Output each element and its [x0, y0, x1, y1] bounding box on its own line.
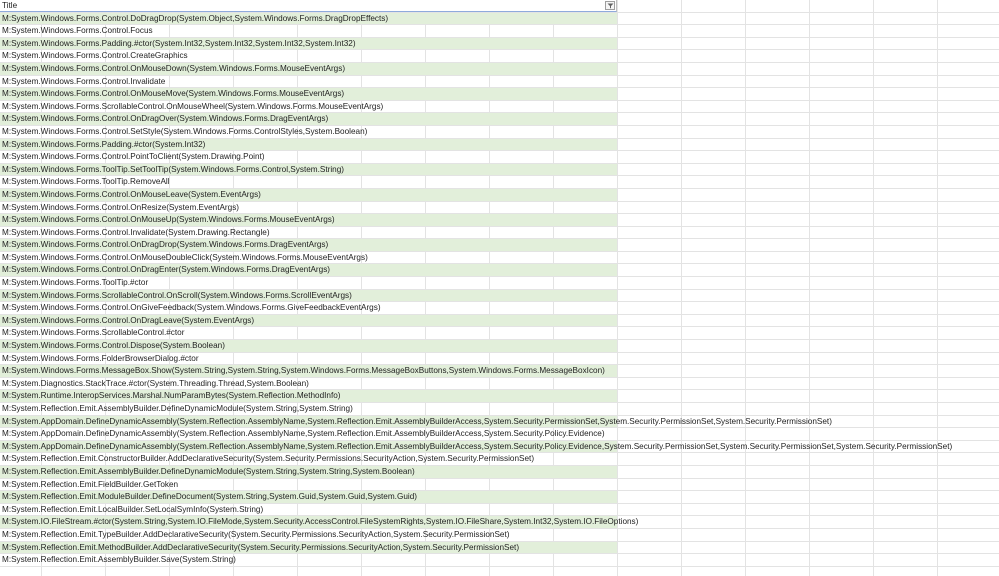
table-cell[interactable]: M:System.Diagnostics.StackTrace.#ctor(System.Threading.Thread,System.Boolean) — [2, 378, 309, 388]
table-cell[interactable]: M:System.Reflection.Emit.AssemblyBuilder.DefineDynamicModule(System.String,System.String) — [2, 404, 353, 413]
table-row — [0, 139, 999, 152]
table-cell[interactable]: M:System.Windows.Forms.ToolTip.RemoveAll — [2, 177, 170, 187]
table-cell[interactable]: M:System.Windows.Forms.Control.OnDragEnter(System.Windows.Forms.DragEventArgs) — [0, 264, 617, 276]
table-cell[interactable]: M:System.Windows.Forms.Padding.#ctor(System.Int32) — [0, 139, 617, 151]
table-row — [0, 38, 999, 51]
table-row — [0, 290, 999, 303]
table-cell[interactable]: M:System.Reflection.Emit.TypeBuilder.AddDeclarativeSecurity(System.Security.Permissions.SecurityAction,System.Security.PermissionSet) — [2, 529, 510, 539]
table-cell[interactable]: M:System.Windows.Forms.ScrollableControl.#ctor — [2, 328, 185, 338]
table-row — [0, 63, 999, 76]
table-row — [0, 126, 999, 139]
table-row — [0, 315, 999, 328]
table-row — [0, 353, 999, 366]
table-row — [0, 76, 999, 89]
table-row — [0, 327, 999, 340]
table-row — [0, 403, 999, 416]
table-row — [0, 302, 999, 315]
table-cell[interactable]: M:System.AppDomain.DefineDynamicAssembly(System.Reflection.AssemblyName,System.Reflection.Emit.AssemblyBuilderAccess,System.Security.PermissionSet,System.Security.PermissionSet,System.Security.PermissionSet) — [2, 416, 832, 426]
table-cell[interactable]: M:System.Windows.Forms.Control.Dispose(System.Boolean) — [0, 340, 617, 352]
table-row — [0, 25, 999, 38]
table-cell[interactable]: M:System.Windows.Forms.Control.OnMouseDown(System.Windows.Forms.MouseEventArgs) — [0, 63, 617, 75]
table-cell[interactable]: M:System.Windows.Forms.Padding.#ctor(System.Int32,System.Int32,System.Int32,System.Int32) — [0, 38, 617, 50]
table-row — [0, 252, 999, 265]
table-row — [0, 479, 999, 492]
table-cell[interactable]: M:System.Windows.Forms.Control.DoDragDrop(System.Object,System.Windows.Forms.DragDropEffects) — [0, 13, 617, 25]
table-cell[interactable]: M:System.Windows.Forms.Control.OnGiveFeedback(System.Windows.Forms.GiveFeedbackEventArgs) — [2, 303, 381, 313]
table-row — [0, 365, 999, 378]
table-row — [0, 227, 999, 240]
table-cell[interactable]: M:System.AppDomain.DefineDynamicAssembly(System.Reflection.AssemblyName,System.Reflection.Emit.AssemblyBuilderAccess,System.Security.Policy.Evidence,System.Security.PermissionSet,System.Security.PermissionSet,System.Security.PermissionSet) — [2, 441, 953, 451]
table-row — [0, 340, 999, 353]
table-cell[interactable]: M:System.Windows.Forms.MessageBox.Show(System.String,System.String,System.Windows.Forms.MessageBoxButtons,System.Windows.Forms.MessageBoxIcon) — [0, 365, 617, 377]
table-cell[interactable]: M:System.Windows.Forms.Control.PointToClient(System.Drawing.Point) — [2, 152, 265, 162]
column-header-title[interactable] — [0, 0, 617, 12]
table-row — [0, 491, 999, 504]
table-row — [0, 151, 999, 164]
table-row — [0, 504, 999, 517]
column-header-label: Title — [2, 1, 18, 10]
table-row — [0, 542, 999, 555]
table-row — [0, 428, 999, 441]
table-cell[interactable]: M:System.Windows.Forms.ScrollableControl.OnScroll(System.Windows.Forms.ScrollEventArgs) — [0, 290, 617, 302]
header-row — [0, 0, 999, 13]
table-cell[interactable]: M:System.Windows.Forms.Control.OnResize(System.EventArgs) — [2, 202, 240, 212]
table-row — [0, 176, 999, 189]
table-cell[interactable]: M:System.Windows.Forms.FolderBrowserDialog.#ctor — [2, 353, 199, 363]
table-row — [0, 466, 999, 479]
table-cell[interactable]: M:System.Windows.Forms.Control.Focus — [2, 26, 153, 36]
table-row — [0, 13, 999, 26]
table-cell[interactable]: M:System.Windows.Forms.Control.OnDragOver(System.Windows.Forms.DragEventArgs) — [0, 113, 617, 125]
table-row — [0, 516, 999, 529]
filter-icon — [607, 3, 614, 9]
table-cell[interactable]: M:System.Reflection.Emit.LocalBuilder.SetLocalSymInfo(System.String) — [2, 504, 264, 514]
table-row — [0, 113, 999, 126]
table-row — [0, 378, 999, 391]
table-cell[interactable]: M:System.AppDomain.DefineDynamicAssembly(System.Reflection.AssemblyName,System.Reflection.Emit.AssemblyBuilderAccess,System.Security.Policy.Evidence) — [2, 429, 605, 439]
table-row — [0, 101, 999, 114]
table-cell[interactable]: M:System.Windows.Forms.Control.CreateGraphics — [2, 51, 188, 61]
table-cell[interactable]: M:System.Reflection.Emit.ModuleBuilder.DefineDocument(System.String,System.Guid,System.Guid,System.Guid) — [0, 491, 617, 503]
table-cell[interactable]: M:System.Reflection.Emit.MethodBuilder.AddDeclarativeSecurity(System.Security.Permissions.SecurityAction,System.Security.PermissionSet) — [0, 542, 617, 554]
table-row — [0, 416, 999, 429]
table-cell[interactable]: M:System.Windows.Forms.Control.OnMouseUp(System.Windows.Forms.MouseEventArgs) — [0, 214, 617, 226]
table-cell[interactable]: M:System.Runtime.InteropServices.Marshal.NumParamBytes(System.Reflection.MethodInfo) — [0, 390, 617, 402]
table-row — [0, 529, 999, 542]
table-row — [0, 264, 999, 277]
table-row — [0, 50, 999, 63]
table-cell[interactable]: M:System.Windows.Forms.Control.OnDragDrop(System.Windows.Forms.DragEventArgs) — [0, 239, 617, 251]
data-rows — [0, 13, 999, 567]
table-row — [0, 239, 999, 252]
table-row — [0, 214, 999, 227]
table-row — [0, 441, 999, 454]
table-cell[interactable]: M:System.Reflection.Emit.AssemblyBuilder.DefineDynamicModule(System.String,System.String,System.Boolean) — [0, 466, 617, 478]
table-row — [0, 189, 999, 202]
table-cell[interactable]: M:System.Windows.Forms.Control.OnMouseMove(System.Windows.Forms.MouseEventArgs) — [0, 88, 617, 100]
table-cell[interactable]: M:System.Windows.Forms.Control.OnMouseDoubleClick(System.Windows.Forms.MouseEventArgs) — [2, 252, 368, 262]
table-row — [0, 390, 999, 403]
table-cell[interactable]: M:System.Windows.Forms.Control.SetStyle(System.Windows.Forms.ControlStyles,System.Boolean) — [2, 126, 368, 136]
table-cell[interactable]: M:System.Reflection.Emit.AssemblyBuilder.Save(System.String) — [2, 555, 236, 565]
table-row — [0, 554, 999, 567]
filter-dropdown-button[interactable] — [605, 1, 615, 10]
table-cell[interactable]: M:System.Windows.Forms.ToolTip.#ctor — [2, 278, 149, 288]
table-cell[interactable]: M:System.Windows.Forms.Control.OnMouseLeave(System.EventArgs) — [0, 189, 617, 201]
table-row — [0, 453, 999, 466]
table-cell[interactable]: M:System.Windows.Forms.Control.Invalidate — [2, 76, 166, 86]
table-row — [0, 202, 999, 215]
table-cell[interactable]: M:System.IO.FileStream.#ctor(System.String,System.IO.FileMode,System.Security.AccessControl.FileSystemRights,System.IO.FileShare,System.Int32,System.IO.FileOptions) — [2, 517, 639, 527]
table-row — [0, 88, 999, 101]
table-cell[interactable]: M:System.Reflection.Emit.ConstructorBuilder.AddDeclarativeSecurity(System.Security.Permissions.SecurityAction,System.Security.PermissionSet) — [2, 454, 535, 464]
table-cell[interactable]: M:System.Windows.Forms.Control.OnDragLeave(System.EventArgs) — [0, 315, 617, 327]
table-row — [0, 164, 999, 177]
table-cell[interactable]: M:System.Windows.Forms.ScrollableControl.OnMouseWheel(System.Windows.Forms.MouseEventArgs) — [2, 101, 384, 111]
table-cell[interactable]: M:System.Windows.Forms.Control.Invalidate(System.Drawing.Rectangle) — [2, 227, 270, 237]
table-cell[interactable]: M:System.Windows.Forms.ToolTip.SetToolTip(System.Windows.Forms.Control,System.String) — [0, 164, 617, 176]
table-cell[interactable]: M:System.Reflection.Emit.FieldBuilder.GetToken — [2, 479, 179, 489]
table-row — [0, 277, 999, 290]
